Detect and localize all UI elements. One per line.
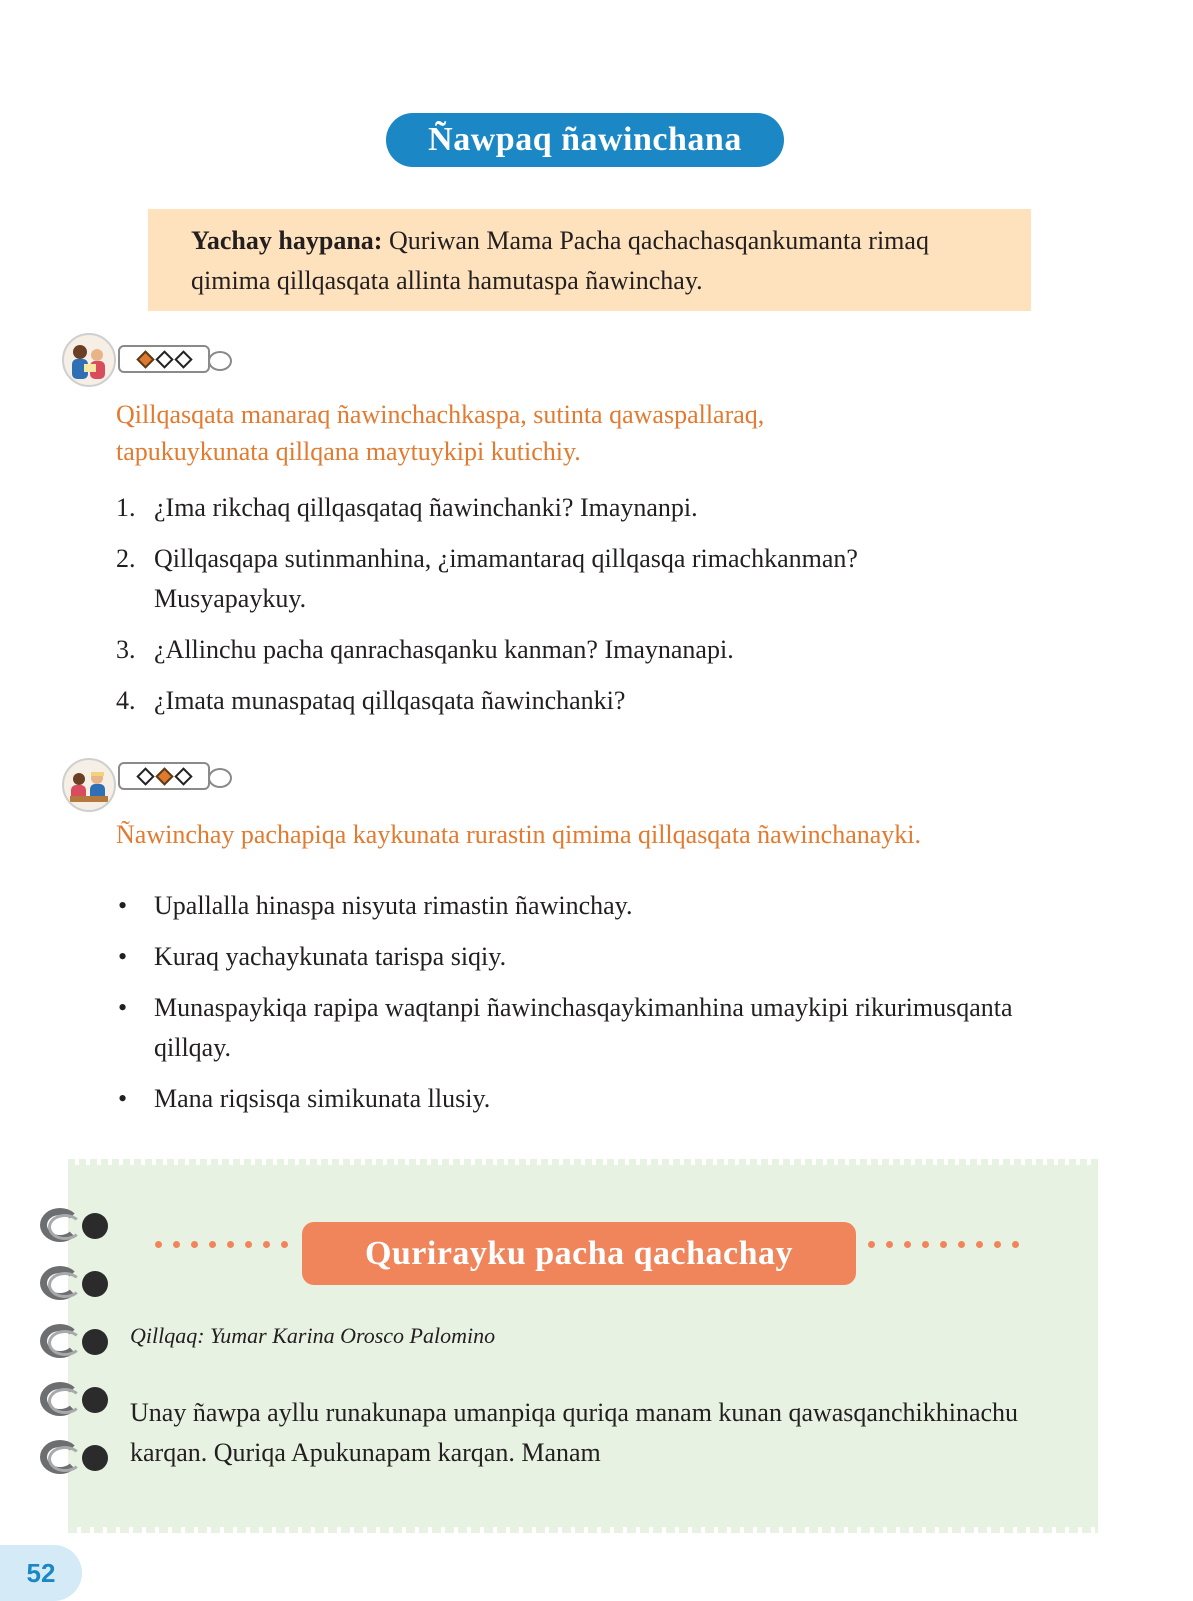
diamond-filled-icon	[155, 767, 173, 785]
bullet-item: • Mana riqsisqa simikunata llusiy.	[116, 1079, 1016, 1119]
bullet-list	[116, 886, 1016, 1130]
diamond-filled-icon	[136, 350, 154, 368]
goal-label: Yachay haypana:	[191, 226, 383, 255]
bullet-icon: •	[118, 891, 128, 920]
section-title: Ñawpaq ñawinchana	[386, 113, 784, 167]
activity1-instruction: Qillqasqata manaraq ñawinchachkaspa, sutinta qawaspallaraq, tapukuykunata qillqana maytuykipi kutichiy.	[116, 400, 765, 466]
learning-goal-box	[148, 209, 1031, 311]
bullet-icon: •	[118, 1084, 128, 1113]
story-text: Unay ñawpa ayllu runakunapa umanpiqa quriqa manam kunan qawasqanchikhinachu karqan. Quriqa Apukunapam karqan. Manam	[130, 1398, 1019, 1467]
dotted-divider-right	[868, 1241, 1019, 1248]
spiral-ring-icon	[40, 1382, 106, 1420]
diamond-empty-icon	[155, 350, 173, 368]
question-item: 1. ¿Ima rikchaq qillqasqataq ñawinchanki? Imaynanpi.	[116, 493, 698, 522]
page-number: 52	[0, 1545, 82, 1601]
goal-text: Quriwan Mama Pacha qachachasqankumanta rimaq qimima qillqasqata allinta hamutaspa ñawinchay.	[191, 226, 929, 295]
question-list	[116, 488, 1016, 732]
bullet-item: • Kuraq yachaykunata tarispa siqiy.	[116, 937, 1016, 977]
dotted-divider-left	[155, 1241, 288, 1248]
tag-loop-icon	[208, 351, 232, 371]
diamond-empty-icon	[174, 350, 192, 368]
students-reading-icon	[62, 333, 116, 387]
difficulty-level-indicator	[118, 762, 210, 790]
diamond-empty-icon	[174, 767, 192, 785]
tag-loop-icon	[208, 768, 232, 788]
story-author: Qillqaq: Yumar Karina Orosco Palomino	[130, 1323, 496, 1348]
spiral-ring-icon	[40, 1440, 106, 1478]
students-writing-icon	[62, 758, 116, 812]
activity2-instruction: Ñawinchay pachapiqa kaykunata rurastin qimima qillqasqata ñawinchanayki.	[116, 820, 921, 849]
question-item: 2. Qillqasqapa sutinmanhina, ¿imamantaraq qillqasqa rimachkanman? Musyapaykuy.	[116, 544, 858, 613]
bullet-item: • Munaspaykiqa rapipa waqtanpi ñawinchasqaykimanhina umaykipi rikurimusqanta qillqay.	[116, 988, 1016, 1068]
spiral-ring-icon	[40, 1266, 106, 1304]
story-title: Qurirayku pacha qachachay	[302, 1222, 856, 1285]
spiral-ring-icon	[40, 1324, 106, 1362]
difficulty-level-indicator	[118, 345, 210, 373]
diamond-empty-icon	[136, 767, 154, 785]
bullet-item: • Upallalla hinaspa nisyuta rimastin ñawinchay.	[116, 886, 1016, 926]
spiral-ring-icon	[40, 1208, 106, 1246]
bullet-icon: •	[118, 942, 128, 971]
question-item: 3. ¿Allinchu pacha qanrachasqanku kanman? Imaynanapi.	[116, 635, 734, 664]
question-item: 4. ¿Imata munaspataq qillqasqata ñawinchanki?	[116, 686, 626, 715]
bullet-icon: •	[118, 993, 128, 1022]
